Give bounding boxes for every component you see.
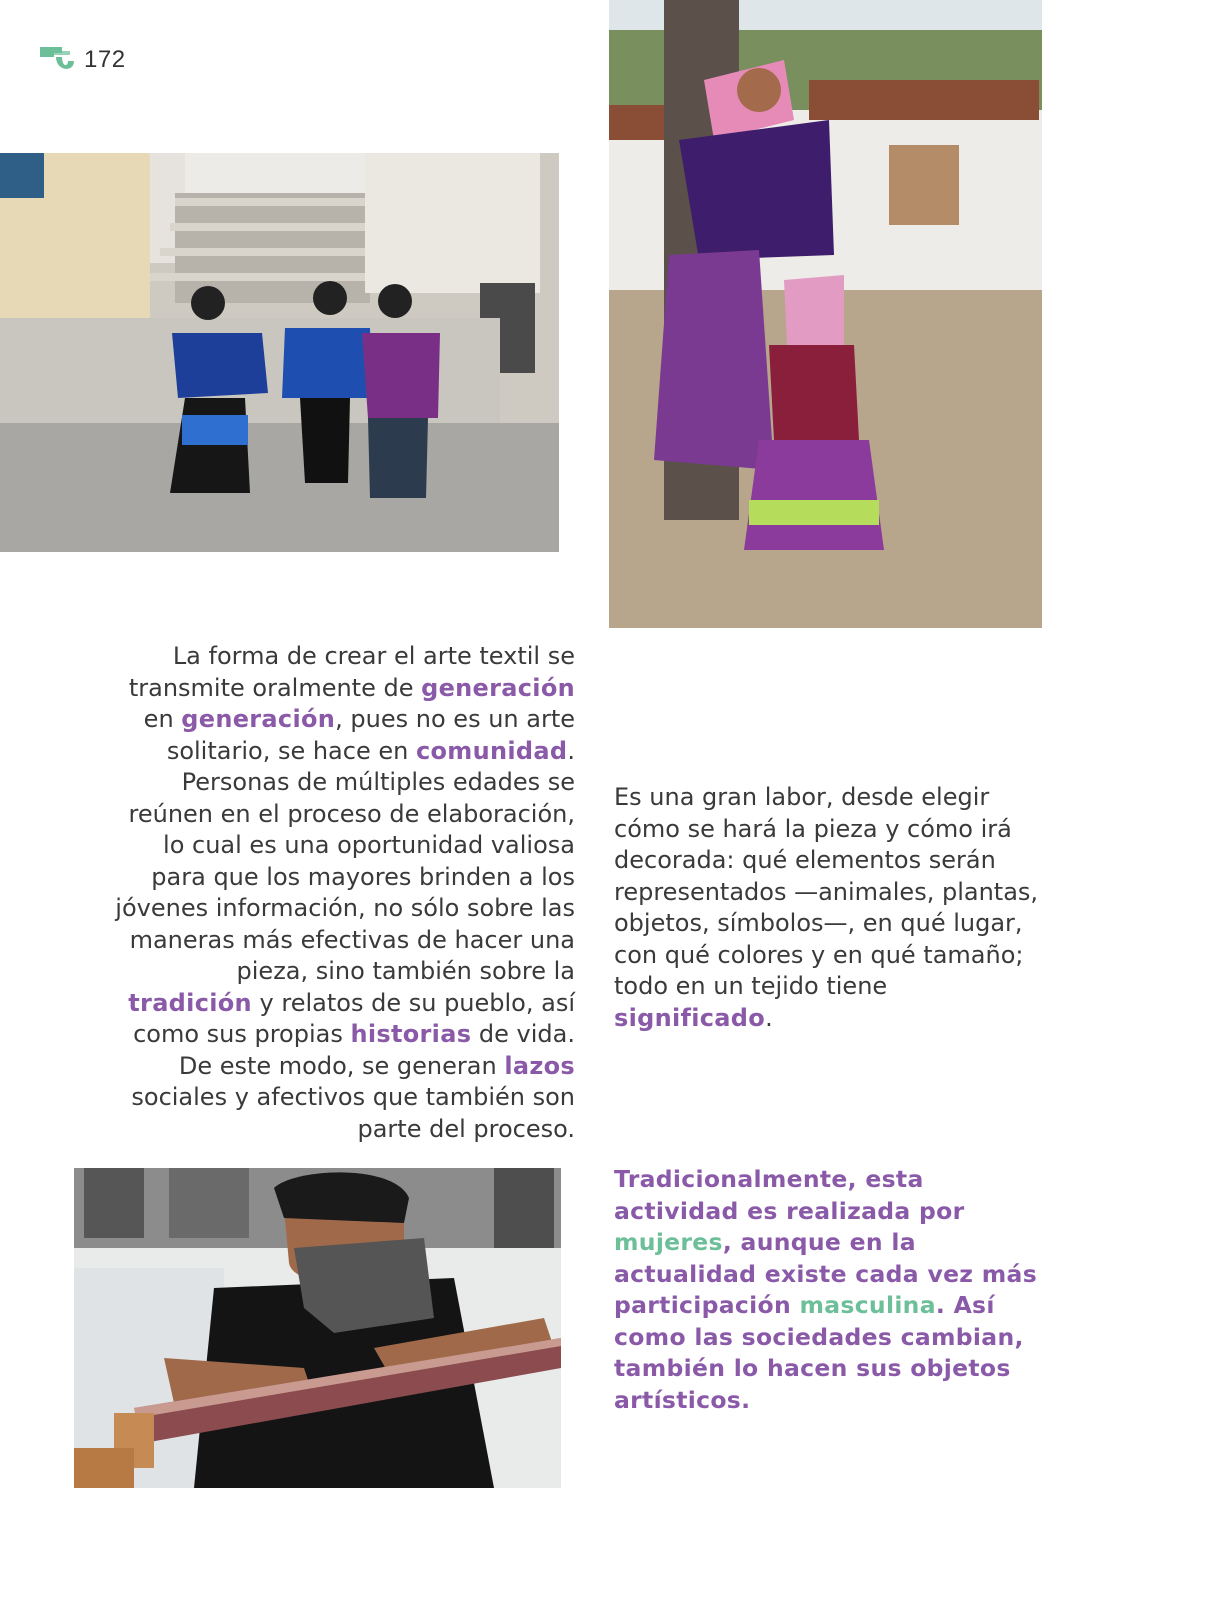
text-segment: . bbox=[765, 1003, 773, 1032]
highlight-lazos: lazos bbox=[504, 1051, 575, 1080]
paragraph-right bbox=[614, 782, 1039, 1034]
paragraph-left bbox=[108, 641, 575, 1145]
text-segment: , pues no es un arte solitario, se hace en bbox=[166, 705, 575, 765]
book-series-logo-icon bbox=[40, 43, 76, 77]
text-segment: sociales y afectivos que también son parte del proceso. bbox=[131, 1083, 575, 1143]
text-segment: , aunque en la actualidad existe cada vez más participación bbox=[614, 1228, 1037, 1319]
highlight-tradicion: tradición bbox=[128, 988, 252, 1017]
paragraph-left-text bbox=[108, 641, 575, 1145]
photo-woman-and-child bbox=[609, 0, 1042, 628]
page-header bbox=[40, 40, 126, 80]
photo-man-backstrap-loom-icon bbox=[74, 1168, 561, 1488]
callout-text bbox=[614, 1164, 1039, 1416]
callout-paragraph bbox=[614, 1164, 1039, 1416]
text-segment: en bbox=[143, 705, 182, 733]
text-segment: Tradicionalmente, esta actividad es realizada por bbox=[614, 1165, 965, 1225]
highlight-historias: historias bbox=[350, 1020, 472, 1048]
accent-masculina: masculina bbox=[799, 1291, 936, 1319]
highlight-generacion: generación bbox=[421, 673, 575, 702]
text-segment: La forma de crear el arte textil se transmite oralmente de bbox=[128, 642, 575, 702]
highlight-generacion: generación bbox=[181, 705, 336, 733]
text-segment: Es una gran labor, desde elegir cómo se hará la pieza y cómo irá decorada: qué elementos serán representados —animales, plantas, objetos, símbolos—, en qué lugar, con qué colores y en qué tamaño; todo en un tejido tiene bbox=[614, 783, 1039, 1000]
text-segment: y relatos de su pueblo, así como sus propias bbox=[133, 988, 575, 1048]
text-segment: de vida. De este modo, se generan bbox=[178, 1020, 575, 1080]
photo-woman-child-tree-icon bbox=[609, 0, 1042, 628]
text-segment: . Personas de múltiples edades se reúnen en el proceso de elaboración, lo cual es una oportunidad valiosa para que los mayores brinden a los jóvenes información, no sólo sobre las maneras más efectivas de hacer una pieza, sino también sobre la bbox=[115, 736, 575, 985]
highlight-significado: significado bbox=[614, 1003, 766, 1032]
text-segment: . Así como las sociedades cambian, también lo hacen sus objetos artísticos. bbox=[614, 1291, 1024, 1414]
page-number: 172 bbox=[84, 46, 126, 73]
photo-girls-traditional-clothing-icon bbox=[0, 153, 559, 552]
paragraph-right-text bbox=[614, 782, 1039, 1034]
highlight-comunidad: comunidad bbox=[415, 736, 568, 765]
accent-mujeres: mujeres bbox=[614, 1228, 723, 1256]
photo-man-weaving bbox=[74, 1168, 561, 1488]
photo-three-girls-walking bbox=[0, 153, 559, 552]
